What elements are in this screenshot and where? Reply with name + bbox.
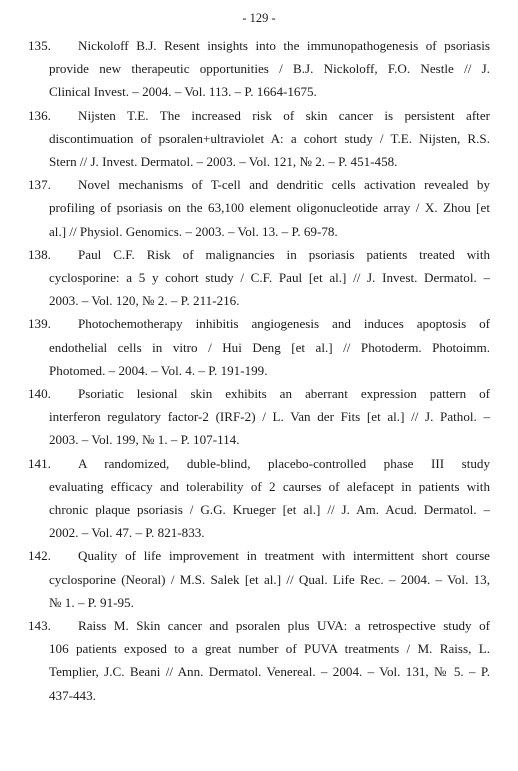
reference-text-line: endothelial cells in vitro / Hui Deng [et al.] // Photoderm. Photoimm. — [49, 339, 490, 355]
reference-text-line: Templier, J.C. Beani // Ann. Dermatol. Venereal. – 2004. – Vol. 131, № 5. – P. — [49, 664, 490, 680]
reference-number: 138. — [28, 246, 51, 262]
reference-item-142 — [28, 544, 490, 614]
reference-text-line: chronic plaque psoriasis / G.G. Krueger [et al.] // J. Am. Acud. Dermatol. – — [49, 502, 490, 518]
reference-number: 137. — [28, 177, 51, 193]
reference-text-line: 437-443. — [49, 687, 96, 703]
reference-number: 143. — [28, 618, 51, 634]
reference-list — [28, 34, 490, 707]
reference-item-137 — [28, 173, 490, 243]
reference-item-143 — [28, 614, 490, 707]
reference-text-line: Clinical Invest. – 2004. – Vol. 113. – P. 1664-1675. — [49, 84, 317, 100]
reference-text-line: Novel mechanisms of T-cell and dendritic cells activation revealed by — [78, 177, 490, 193]
reference-item-136 — [28, 104, 490, 174]
reference-number: 142. — [28, 548, 51, 564]
reference-item-139 — [28, 312, 490, 382]
reference-number: 135. — [28, 38, 51, 53]
reference-text-line: cyclosporine (Neoral) / M.S. Salek [et al.] // Qual. Life Rec. – 2004. – Vol. 13, — [49, 571, 490, 587]
reference-text-line: Nijsten T.E. The increased risk of skin cancer is persistent after — [78, 107, 490, 123]
reference-item-138 — [28, 243, 490, 313]
reference-text-line: 106 patients exposed to a great number of PUVA treatments / M. Raiss, L. — [49, 641, 490, 657]
reference-text-line: cyclosporine: a 5 y cohort study / C.F. Paul [et al.] // J. Invest. Dermatol. – — [49, 270, 490, 286]
reference-number: 136. — [28, 107, 51, 123]
reference-text-line: Paul C.F. Risk of malignancies in psoriasis patients treated with — [78, 246, 490, 262]
reference-text-line: Nickoloff B.J. Resent insights into the immunopathogenesis of psoriasis — [78, 38, 490, 53]
reference-text-line: Photomed. – 2004. – Vol. 4. – P. 191-199. — [49, 362, 268, 378]
reference-text-line: Raiss M. Skin cancer and psoralen plus UVA: a retrospective study of — [78, 618, 490, 634]
reference-text-line: 2002. – Vol. 47. – P. 821-833. — [49, 525, 205, 541]
reference-text-line: interferon regulatory factor-2 (IRF-2) / L. Van der Fits [et al.] // J. Pathol. – — [49, 409, 490, 425]
reference-text-line: profiling of psoriasis on the 63,100 element oligonucleotide array / X. Zhou [et — [49, 200, 490, 216]
reference-text-line: № 1. – P. 91-95. — [49, 594, 134, 610]
page-number: - 129 - — [242, 11, 276, 25]
reference-item-135 — [28, 34, 490, 104]
reference-text-line: Stern // J. Invest. Dermatol. – 2003. – Vol. 121, № 2. – P. 451-458. — [49, 154, 398, 170]
reference-text-line: discontimuation of psoralen+ultraviolet A: a cohort study / T.E. Nijsten, R.S. — [49, 130, 490, 146]
reference-text-line: Quality of life improvement in treatment with intermittent short course — [78, 548, 490, 564]
reference-number: 140. — [28, 386, 51, 402]
reference-number: 139. — [28, 316, 51, 332]
reference-text-line: 2003. – Vol. 199, № 1. – P. 107-114. — [49, 432, 240, 448]
reference-text-line: provide new therapeutic opportunities / B.J. Nickoloff, F.O. Nestle // J. — [49, 61, 490, 77]
reference-number: 141. — [28, 455, 51, 471]
reference-text-line: Psoriatic lesional skin exhibits an aberrant expression pattern of — [78, 386, 490, 402]
reference-item-140 — [28, 382, 490, 452]
reference-text-line: evaluating efficacy and tolerability of 2 caurses of alefacept in patients with — [49, 478, 490, 494]
reference-text-line: A randomized, duble-blind, placebo-controlled phase III study — [78, 455, 490, 471]
reference-item-141 — [28, 452, 490, 545]
reference-text-line: Photochemotherapy inhibitis angiogenesis and induces apoptosis of — [78, 316, 490, 332]
reference-text-line: al.] // Physiol. Genomics. – 2003. – Vol. 13. – P. 69-78. — [49, 223, 338, 239]
reference-text-line: 2003. – Vol. 120, № 2. – P. 211-216. — [49, 293, 240, 309]
